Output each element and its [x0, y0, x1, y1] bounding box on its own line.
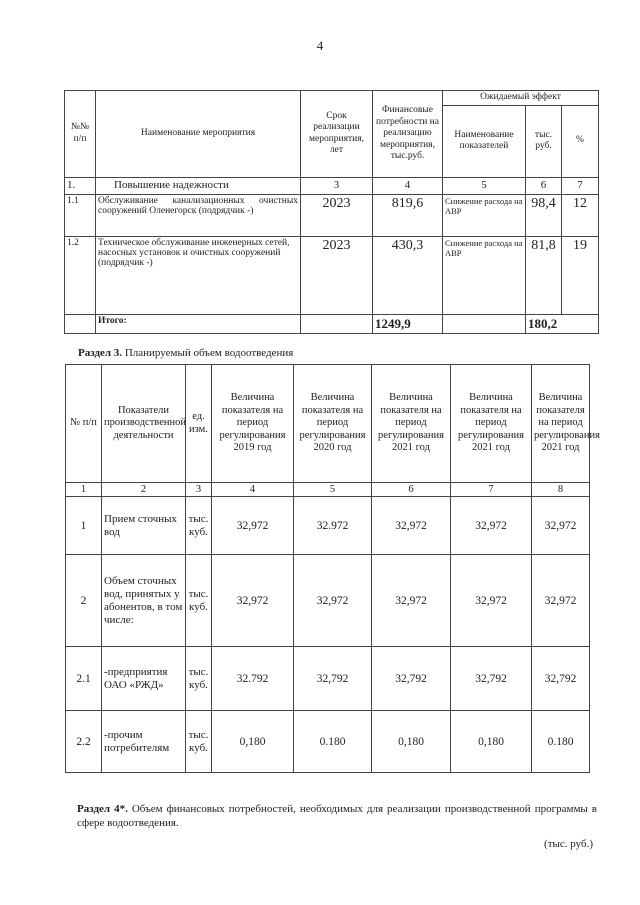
row-value: 32,972 [532, 497, 590, 555]
table-row [65, 194, 599, 236]
row-name: Техническое обслуживание инженерных сетей, насосных установок и очистных сооружений (подрядчик -) [96, 236, 301, 314]
page-number: 4 [316, 38, 324, 53]
row-value: 32,792 [532, 647, 590, 711]
total-rub: 180,2 [526, 314, 599, 333]
colnum: 7 [562, 177, 599, 194]
section4-paragraph [77, 802, 597, 830]
units-note: (тыс. руб.) [544, 838, 593, 850]
header-unit: ед. изм. [186, 365, 212, 483]
row-value: 32,972 [372, 555, 451, 647]
section4-text: Объем финансовых потребностей, необходимых для реализации производственной программы в сфере водоотведения. [77, 803, 598, 829]
row-pct: 12 [562, 194, 599, 236]
row-value: 0.180 [532, 711, 590, 773]
row-num: 1.2 [65, 236, 96, 314]
colnum: 4 [373, 177, 443, 194]
colnum: 1. [65, 177, 96, 194]
colnum: 6 [526, 177, 562, 194]
header-percent: % [562, 105, 599, 177]
row-value: 32,972 [212, 497, 294, 555]
header-2021b: Величина показателя на период регулирования 2021 год [451, 365, 532, 483]
header-num: №№ п/п [65, 91, 96, 178]
colnum: 2 [102, 483, 186, 497]
section4-label: Раздел 4*. [77, 803, 128, 815]
row-name: Объем сточных вод, принятых у абонентов, в том числе: [102, 555, 186, 647]
row-value: 32,972 [532, 555, 590, 647]
row-rub: 81,8 [526, 236, 562, 314]
header-num: № п/п [66, 365, 102, 483]
header-2021a: Величина показателя на период регулирования 2021 год [372, 365, 451, 483]
row-unit: тыс. куб. [186, 647, 212, 711]
header-2021c: Величина показателя на период регулирования 2021 год [532, 365, 590, 483]
section3-heading [78, 347, 293, 359]
measures-table [64, 90, 599, 334]
row-value: 32,972 [212, 555, 294, 647]
colnum: 4 [212, 483, 294, 497]
colnum: 6 [372, 483, 451, 497]
row-name: -предприятия ОАО «РЖД» [102, 647, 186, 711]
row-indicator: Снижение расхода на АВР [443, 236, 526, 314]
header-name: Наименование мероприятия [96, 91, 301, 178]
row-value: 0,180 [451, 711, 532, 773]
row-num: 2.2 [66, 711, 102, 773]
table-row [66, 497, 590, 555]
row-pct: 19 [562, 236, 599, 314]
row-unit: тыс. куб. [186, 497, 212, 555]
row-num: 1.1 [65, 194, 96, 236]
total-row [65, 314, 599, 333]
colnum: 5 [294, 483, 372, 497]
row-indicator: Снижение расхода на АВР [443, 194, 526, 236]
row-value: 32,972 [294, 555, 372, 647]
row-value: 32,792 [372, 647, 451, 711]
colnum: 3 [186, 483, 212, 497]
header-finance: Финансовые потребности на реализацию мероприятия, тыс.руб. [373, 91, 443, 178]
header-2020: Величина показателя на период регулирования 2020 год [294, 365, 372, 483]
colnum: 5 [443, 177, 526, 194]
row-finance: 819,6 [373, 194, 443, 236]
header-effect: Ожидаемый эффект [443, 91, 599, 106]
table-row [66, 711, 590, 773]
row-value: 32,792 [294, 647, 372, 711]
header-2019: Величина показателя на период регулирования 2019 год [212, 365, 294, 483]
colnum: 7 [451, 483, 532, 497]
row-num: 2 [66, 555, 102, 647]
row-num: 2.1 [66, 647, 102, 711]
row-num: 1 [66, 497, 102, 555]
row-unit: тыс. куб. [186, 711, 212, 773]
section3-label: Раздел 3. [78, 347, 123, 359]
row-value: 0,180 [372, 711, 451, 773]
section3-title: Планируемый объем водоотведения [124, 347, 294, 359]
table-row [65, 236, 599, 314]
table-row [66, 647, 590, 711]
colnum: 1 [66, 483, 102, 497]
row-term: 2023 [301, 236, 373, 314]
row-finance: 430,3 [373, 236, 443, 314]
section-heading: Повышение надежности [96, 177, 301, 194]
colnum: 3 [301, 177, 373, 194]
row-unit: тыс. куб. [186, 555, 212, 647]
row-term: 2023 [301, 194, 373, 236]
row-value: 32.972 [294, 497, 372, 555]
header-thousand-rub: тыс. руб. [526, 105, 562, 177]
colnum: 8 [532, 483, 590, 497]
header-indicator: Показатели производственной деятельности [102, 365, 186, 483]
table-row [66, 555, 590, 647]
row-name: Обслуживание канализационных очистных сооружений Оленегорск (подрядчик -) [96, 194, 301, 236]
wastewater-volume-table [65, 364, 600, 773]
total-finance: 1249,9 [373, 314, 443, 333]
row-value: 32,972 [451, 497, 532, 555]
header-term: Срок реализации мероприятия, лет [301, 91, 373, 178]
total-label: Итого: [96, 314, 301, 333]
row-name: -прочим потребителям [102, 711, 186, 773]
row-value: 32,972 [372, 497, 451, 555]
header-indicator-name: Наименование показателей [443, 105, 526, 177]
row-value: 0.180 [294, 711, 372, 773]
row-value: 32,972 [451, 555, 532, 647]
row-value: 32.792 [212, 647, 294, 711]
row-rub: 98,4 [526, 194, 562, 236]
row-value: 32,792 [451, 647, 532, 711]
row-name: Прием сточных вод [102, 497, 186, 555]
row-value: 0,180 [212, 711, 294, 773]
